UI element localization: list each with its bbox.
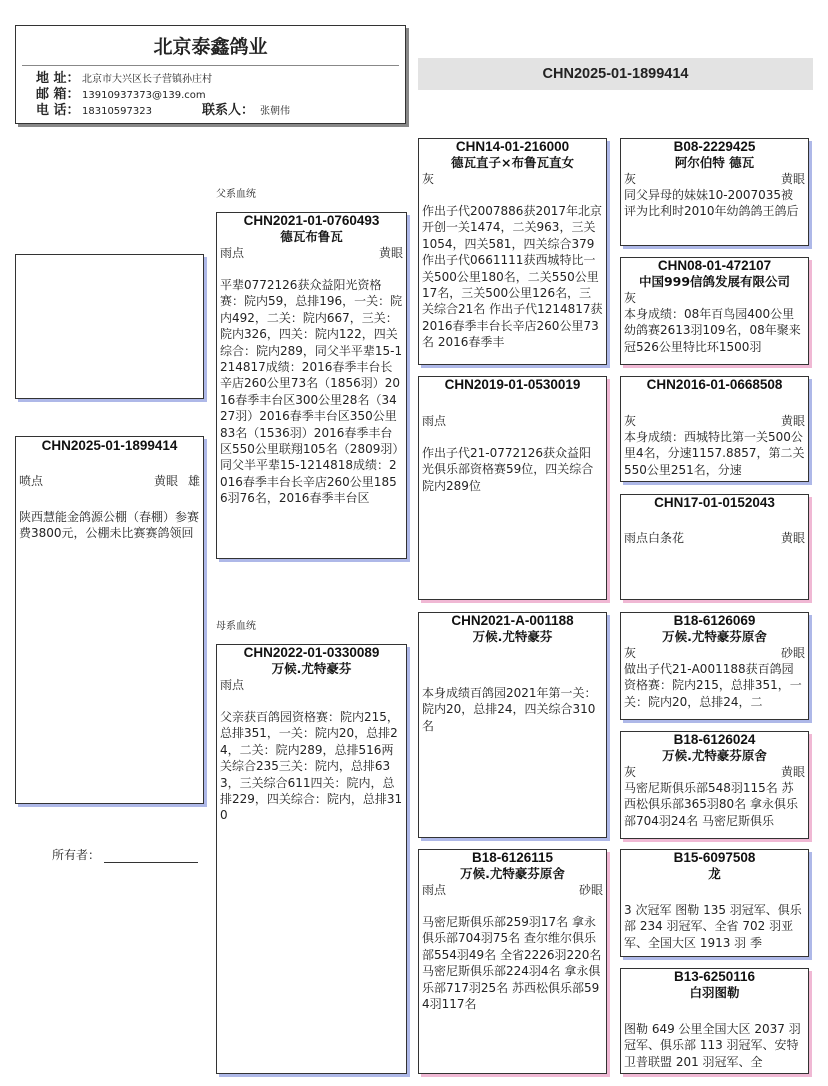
sss-desc: 同父异母的妹妹10-2007035被评为比利时2010年幼鸽鸽王鸽后 [624, 188, 799, 219]
ssd-name: 中国999信鸽发展有限公司 [638, 274, 791, 289]
contact-label: 联系人： [202, 103, 255, 118]
sss-ring: B08-2229425 [673, 139, 756, 154]
dss-ring: B18-6126069 [673, 613, 756, 628]
sire-eye: 黄眼 [378, 246, 403, 260]
club-name: 北京泰鑫鸽业 [153, 36, 268, 58]
ss-attrs [419, 171, 606, 187]
dds-card [620, 849, 809, 957]
sss-attrs [621, 171, 808, 187]
dam-attrs [217, 677, 406, 693]
title-ring-bar [418, 58, 813, 90]
subject-sex: 雄 [187, 474, 200, 488]
ds-card [418, 612, 607, 838]
ds-ring: CHN2021-A-001188 [451, 613, 574, 628]
header-divider [22, 65, 399, 66]
subject-eye: 黄眼 [153, 474, 178, 488]
photo-placeholder [15, 254, 204, 399]
sd-attrs [419, 413, 606, 429]
section-dam-label: 母系血统 [216, 621, 256, 632]
sire-desc: 平辈0772126获众益阳光资格赛：院内59，总排196，一关：院内492，二关：院内667，三关：院内326，四关：院内122，四关综合：院内289，同父半平辈15-1214817成绩：2016春季丰台长辛店260公里73名（1856羽）2016春季丰台区300公里28名（3427羽）2016春季丰台区350公里83名（1536羽）2016春季丰台区550公里联翔105名（2809羽）同父半平辈15-1214818成绩：2016春季丰台长辛店260公里1856羽76名，2016春季丰台区 [220, 278, 403, 506]
dds-ring: B15-6097508 [673, 850, 756, 865]
phone-row [36, 103, 405, 119]
ssd-desc: 本身成绩：08年百鸟园400公里幼鸽赛2613羽109名，08年聚来冠526公里特比环1500羽 [624, 307, 801, 354]
sdd-color: 雨点白条花 [624, 531, 685, 545]
sss-card [620, 138, 809, 246]
sds-color: 灰 [624, 414, 637, 428]
sire-color: 雨点 [220, 246, 245, 260]
dd-name: 万候.尤特豪芬原舍 [460, 866, 565, 881]
ddd-card [620, 968, 809, 1074]
sire-name: 德瓦布鲁瓦 [280, 229, 343, 244]
sdd-eye: 黄眼 [780, 531, 805, 545]
subject-color: 喷点 [19, 474, 44, 488]
dam-name: 万候.尤特豪芬 [271, 661, 352, 676]
contact-value: 张朝伟 [260, 106, 290, 117]
subject-desc: 陕西慧能金鸽源公棚（春棚）参赛费3800元，公棚未比赛赛鸽领回 [19, 510, 200, 541]
sd-card [418, 376, 607, 600]
sire-attrs [217, 245, 406, 261]
sss-name: 阿尔伯特 德瓦 [674, 155, 755, 170]
dss-name: 万候.尤特豪芬原舍 [662, 629, 767, 644]
owner-row [52, 846, 198, 863]
subject-card [15, 436, 204, 804]
dsd-color: 灰 [624, 765, 637, 779]
email-row [36, 87, 405, 103]
ss-ring: CHN14-01-216000 [455, 139, 570, 154]
dss-attrs [621, 645, 808, 661]
ss-name: 德瓦直子×布鲁瓦直女 [451, 155, 574, 170]
sds-ring: CHN2016-01-0668508 [646, 377, 783, 392]
sire-ring: CHN2021-01-0760493 [243, 213, 380, 228]
subject-attrs [16, 473, 203, 489]
dds-name: 龙 [708, 866, 721, 881]
dds-desc: 3 次冠军 图勒 135 羽冠军、俱乐部 234 羽冠军、全省 702 羽亚军、全国大区 1913 羽 季 [624, 903, 802, 950]
sds-card [620, 376, 809, 482]
dsd-desc: 马密尼斯俱乐部548羽115名 苏西松俱乐部365羽80名 拿永俱乐部704羽24名 马密尼斯俱乐 [624, 781, 798, 828]
dam-color: 雨点 [220, 678, 245, 692]
ddd-ring: B13-6250116 [673, 969, 756, 984]
email-label: 邮 箱： [36, 87, 80, 102]
sss-color: 灰 [624, 172, 637, 186]
sd-desc: 作出子代21-0772126获众益阳光俱乐部资格赛59位，四关综合院内289位 [422, 446, 594, 493]
dd-card [418, 849, 607, 1074]
dd-ring: B18-6126115 [471, 850, 554, 865]
subject-ring: CHN2025-01-1899414 [41, 438, 178, 453]
ss-color: 灰 [422, 172, 435, 186]
dam-ring: CHN2022-01-0330089 [243, 645, 380, 660]
email-value: 13910937373@139.com [82, 90, 206, 101]
ss-desc: 作出子代2007886获2017年北京开创一关1474，二关963，三关1054，四关581，四关综合379 作出子代0661111获西城特比一关500公里180名，二关550公里17名，三关500公里126名，三关综合21名 作出子代1214817获2016春季丰台长辛店260公里73名 2016春季丰 [422, 204, 603, 350]
dd-eye: 砂眼 [578, 883, 603, 897]
ss-card [418, 138, 607, 365]
dss-color: 灰 [624, 646, 637, 660]
sdd-card [620, 494, 809, 600]
dam-desc: 父亲获百鸽园资格赛：院内215，总排351，一关：院内20，总排24，二关：院内289，总排516两关综合235三关：院内，总排633，三关综合611四关：院内，总排229，四关综合：院内，总排310 [220, 710, 403, 823]
ddd-desc: 图勒 649 公里全国大区 2037 羽冠军、俱乐部 113 羽冠军、安特卫普联盟 201 羽冠军、全 [624, 1022, 801, 1069]
sd-color: 雨点 [422, 414, 447, 428]
address-value: 北京市大兴区长子营镇孙庄村 [82, 74, 212, 85]
header-card [15, 25, 406, 124]
sdd-ring: CHN17-01-0152043 [654, 495, 775, 510]
sire-card [216, 212, 407, 559]
dsd-card [620, 731, 809, 839]
dss-card [620, 612, 809, 720]
sd-ring: CHN2019-01-0530019 [444, 377, 581, 392]
dsd-eye: 黄眼 [780, 765, 805, 779]
dsd-ring: B18-6126024 [673, 732, 756, 747]
address-row [36, 71, 405, 87]
sds-attrs [621, 413, 808, 429]
dd-color: 雨点 [422, 883, 447, 897]
ssd-color: 灰 [624, 291, 637, 305]
ds-desc: 本身成绩百鸽园2021年第一关：院内20，总排24，四关综合310名 [422, 686, 597, 733]
address-label: 地 址： [36, 71, 80, 86]
phone-label: 电 话： [36, 103, 80, 118]
ssd-ring: CHN08-01-472107 [657, 258, 772, 273]
section-sire-label: 父系血统 [216, 189, 256, 200]
phone-value: 18310597323 [82, 106, 152, 117]
dsd-attrs [621, 764, 808, 780]
sss-eye: 黄眼 [780, 172, 805, 186]
sds-eye: 黄眼 [780, 414, 805, 428]
ssd-attrs [621, 290, 808, 306]
sds-desc: 本身成绩：西城特比第一关500公里4名，分速1157.8857，第二关550公里251名，分速 [624, 430, 805, 477]
dss-eye: 砂眼 [780, 646, 805, 660]
owner-label: 所有者： [52, 848, 101, 862]
ssd-card [620, 257, 809, 365]
owner-line [104, 849, 198, 863]
dd-desc: 马密尼斯俱乐部259羽17名 拿永俱乐部704羽75名 查尔维尔俱乐部554羽49名 全省2226羽220名 马密尼斯俱乐部224羽4名 拿永俱乐部717羽25名 苏西松俱乐部594羽117名 [422, 915, 602, 1012]
dss-desc: 做出子代21-A001188获百鸽园资格赛：院内215，总排351，一关：院内20，总排24，二 [624, 662, 802, 709]
title-ring: CHN2025-01-1899414 [542, 66, 689, 82]
dd-attrs [419, 882, 606, 898]
dam-card [216, 644, 407, 1074]
ds-name: 万候.尤特豪芬 [472, 629, 553, 644]
ddd-name: 白羽图勒 [689, 985, 740, 1000]
dsd-name: 万候.尤特豪芬原舍 [662, 748, 767, 763]
sdd-attrs [621, 530, 808, 546]
